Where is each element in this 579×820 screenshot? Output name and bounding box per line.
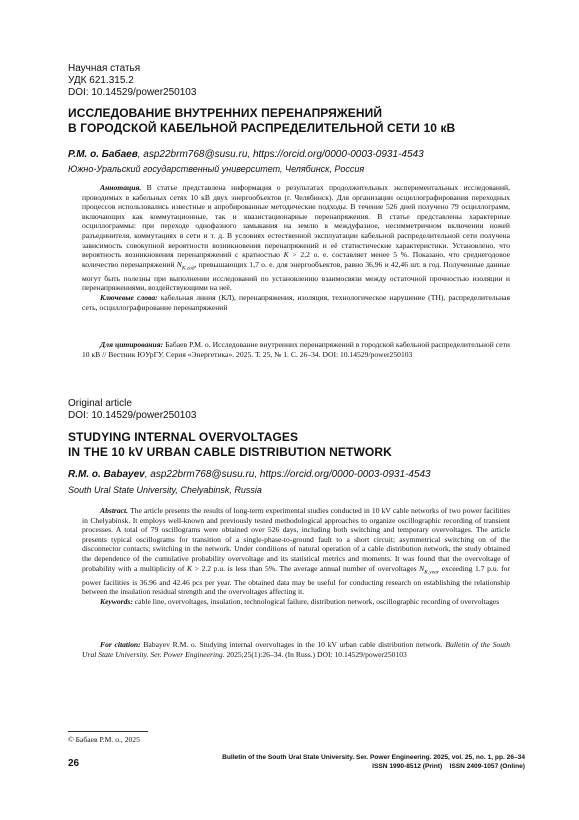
citation-ru-paragraph: [82, 340, 510, 359]
author-ru: [68, 148, 424, 161]
keywords-ru-text: кабельная линия (КЛ), перенапряжения, изоляция, технологическое нарушение (ТН), распределительная сеть, осциллографирование перенапряжений: [82, 293, 510, 312]
abstract-ru-n: N: [176, 259, 182, 269]
author-name-en: R.M. o. Babayev: [68, 469, 145, 480]
abstract-en-n-sub: K.year: [424, 569, 440, 576]
journal-footer: [222, 754, 525, 771]
affiliation-en: South Ural State University, Chelyabinsk, Russia: [68, 485, 262, 495]
citation-ru-text: Бабаев Р.М. о. Исследование внутренних перенапряжений в городской кабельной распределительной сети 10 кВ // Вестник ЮУрГУ. Серия «Энергетика». 2025. Т. 25, № 1. С. 26–34. DOI: 10.14529/power250103: [82, 340, 510, 359]
page-number: 26: [68, 758, 80, 769]
affiliation-ru: Южно-Уральский государственный университет, Челябинск, Россия: [68, 164, 365, 174]
citation-en-label: For citation:: [100, 640, 141, 649]
abstract-en-paragraph: [82, 506, 510, 597]
abstract-ru-n-sub: K.год: [181, 265, 195, 272]
author-en: [68, 468, 431, 481]
citation-en-paragraph: [82, 640, 510, 659]
abstract-ru-label: Аннотация.: [100, 183, 142, 192]
abstract-en-text-2: > 2.2 p.u. is less than 5%. The average annual number of overvoltages: [192, 563, 420, 573]
footnote-rule: [68, 731, 148, 732]
abstract-ru-paragraph: [82, 183, 510, 293]
article-type-en: Original article: [68, 398, 132, 409]
udc-code: УДК 621.315.2: [68, 75, 134, 86]
keywords-ru: [82, 293, 510, 312]
citation-ru-label: Для цитирования:: [100, 340, 164, 349]
abstract-en-text-3: exceeding 1.7 p.u. for power facilities is 36.96 and 42.46 pcs per year. The obtained data may be useful for conducting research on establishing the relationship between the insulation residual strength and the overvoltages affecting it.: [82, 563, 510, 597]
title-en-line1: STUDYING INTERNAL OVERVOLTAGES: [68, 430, 299, 444]
author-contacts-ru: , asp22brm768@susu.ru, https://orcid.org/0000-0003-0931-4543: [137, 149, 424, 160]
doi-ru: DOI: 10.14529/power250103: [68, 87, 197, 98]
citation-en: [82, 640, 510, 659]
abstract-en-label: Abstract.: [100, 506, 129, 515]
article-type-ru: Научная статья: [68, 63, 141, 74]
keywords-en-label: Keywords:: [100, 596, 133, 606]
copyright-note: © Бабаев Р.М. о., 2025: [68, 735, 140, 744]
title-en-line2: IN THE 10 kV URBAN CABLE DISTRIBUTION NETWORK: [68, 444, 392, 459]
author-name-ru: Р.М. о. Бабаев: [68, 149, 138, 160]
abstract-en-k: K: [187, 563, 193, 573]
journal-footer-line1: Bulletin of the South Ural State University. Ser. Power Engineering. 2025, vol. 25, no. 1, pp. 26–34: [222, 754, 525, 761]
doi-en: DOI: 10.14529/power250103: [68, 410, 197, 421]
title-ru: [68, 106, 455, 135]
citation-ru: [82, 340, 510, 359]
citation-en-text-1: Babayev R.M. o. Studying internal overvoltages in the 10 kV urban cable distribution network.: [140, 640, 446, 649]
title-ru-line2: В ГОРОДСКОЙ КАБЕЛЬНОЙ РАСПРЕДЕЛИТЕЛЬНОЙ СЕТИ 10 кВ: [68, 120, 456, 135]
abstract-en-text-1: The article presents the results of long-term experimental studies conducted in 10 kV cable networks of two power facilities in Chelyabinsk. It employs well-known and previously tested methodological approaches to organize oscillographic recording of transient processes. A total of 79 oscillograms were obtained over 526 days, including both switching and temporary overvoltages. The article presents typical oscillograms for transition of a single-phase-to-ground fault to a short circuit; asymmetrical switching on of the disconnector contacts; switching in the network. Under conditions of natural operation of a cable distribution network, the study obtained the dependence of the cumulative probability overvoltage and its statistical metrics and moments. It was found that the overvoltage of probability with a multiplicity of: [82, 506, 510, 573]
abstract-en-n: N: [419, 563, 425, 573]
abstract-ru-k: K: [283, 250, 289, 260]
keywords-ru-label: Ключевые слова:: [100, 293, 158, 303]
keywords-en: [82, 597, 510, 607]
citation-en-text-2: . 2025;25(1):26–34. (In Russ.) DOI: 10.14529/power250103: [222, 649, 407, 659]
journal-footer-issn: ISSN 1990-8512 (Print) ISSN 2409-1057 (Online): [372, 762, 525, 770]
citation-en-journal: Bulletin of the South Ural State University. Ser. Power Engineering: [82, 640, 510, 659]
abstract-en: [82, 506, 510, 606]
title-en: [68, 430, 392, 459]
abstract-ru: [82, 183, 510, 312]
abstract-ru-text-2: > 2,2 о. е. составляет менее 5 %. Показано, что среднегодовое количество перенапряжений: [82, 250, 510, 269]
abstract-ru-text-3: , превышающих 1,7 о. е. для энергообъектов, равно 36,96 и 42,46 шт. в год. Полученные данные могут быть полезны при выполнении исследований по установлению взаимосвязи между остаточной прочностью изоляции и перенапряжениями, воздействующими на неё.: [82, 259, 510, 293]
title-ru-line1: ИССЛЕДОВАНИЕ ВНУТРЕННИХ ПЕРЕНАПРЯЖЕНИЙ: [68, 106, 383, 120]
abstract-ru-text-1: В статье представлена информация о результатах продолжительных экспериментальных исследований, проводимых в кабельных сетях 10 кВ двух энергообъектов (г. Челябинск). Для организации осциллографирования переходных процессов использовались известные и апробированные методические подходы. В течение 526 дней получено 79 осциллограмм, включающих как коммутационные, так и квазистационарные перенапряжения. В статье представлены характерные осциллограммы: при переходе однофазного замыкания на землю в междуфазное, несимметричном включении ножей разъединителя, коммутациях в сети и т. д. В условиях естественной эксплуатации кабельной распределительной сети получена зависимость совокупной вероятности возникновения перенапряжений и её статистические характеристики. Установлено, что вероятность возникновения перенапряжений с кратностью: [82, 183, 510, 260]
keywords-en-text: cable line, overvoltages, insulation, technological failure, distribution network, oscillographic recording of overvoltages: [132, 596, 500, 606]
author-contacts-en: , asp22brm768@susu.ru, https://orcid.org/0000-0003-0931-4543: [144, 469, 431, 480]
